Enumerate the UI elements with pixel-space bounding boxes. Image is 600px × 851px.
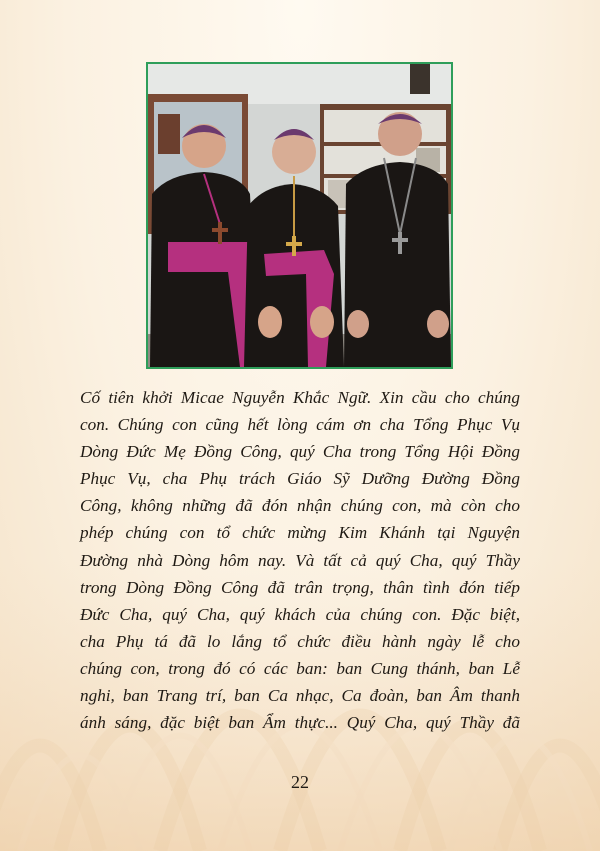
body-line: phép chúng con tổ chức mừng Kim Khánh tại Nguyện [80,523,520,543]
body-line: con. Chúng con cũng hết lòng cám ơn cha Tổng Phục Vụ [80,415,520,435]
body-text [80,384,520,736]
photo-of-three-clergymen-icon [148,64,451,367]
body-line: trong Dòng Đồng Công đã trân trọng, thân tình đón tiếp [80,577,520,597]
body-line: ánh sáng, đặc biệt ban Ẩm thực... Quý Cha, quý Thầy đã [80,713,520,733]
body-line: Cố tiên khởi Micae Nguyễn Khắc Ngữ. Xin cầu cho chúng [80,388,520,407]
body-line: cha Phụ tá đã lo lắng tổ chức điều hành ngày lễ cho [80,631,520,651]
body-line: nghi, ban Trang trí, ban Ca nhạc, Ca đoàn, ban Âm thanh [80,686,520,706]
body-line: Công, không những đã đón nhận chúng con, mà còn cho [80,496,520,516]
body-line: Phục Vụ, cha Phụ trách Giáo Sỹ Dưỡng Đường Đồng [80,469,520,489]
body-line: Đức Cha, quý Cha, quý khách của chúng con. Đặc biệt, [80,604,520,624]
body-line: Đường nhà Dòng hôm nay. Và tất cả quý Cha, quý Thầy [80,550,520,570]
body-line: Dòng Đức Mẹ Đồng Công, quý Cha trong Tổng Hội Đồng [80,442,520,462]
body-line: chúng con, trong đó có các ban: ban Cung thánh, ban Lễ [80,658,520,678]
photo [146,62,453,369]
page-number: 22 [291,772,309,792]
